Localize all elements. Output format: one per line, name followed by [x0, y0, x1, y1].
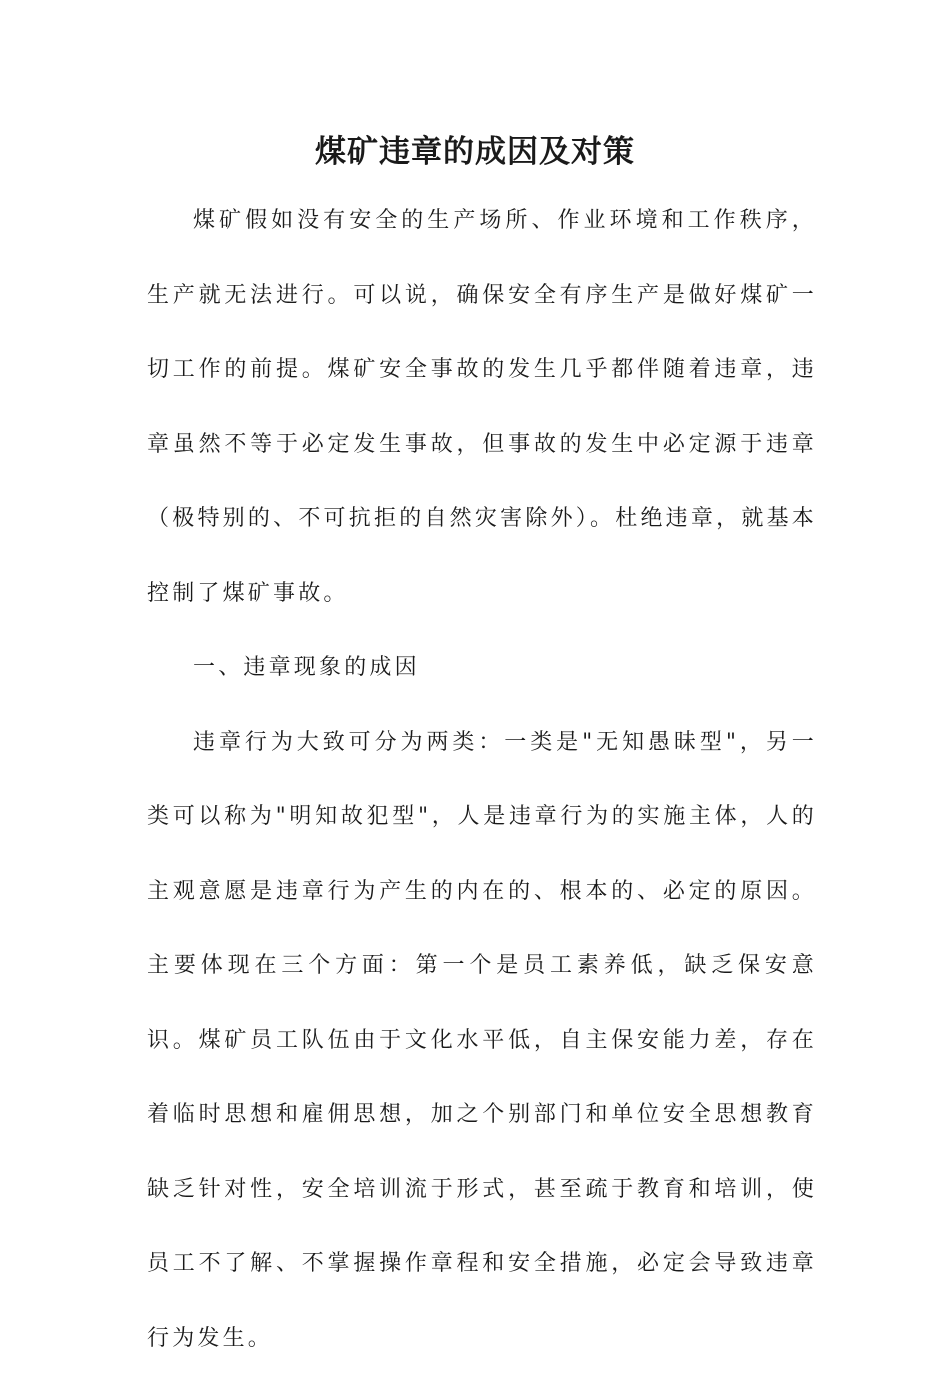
- paragraph-intro: 煤矿假如没有安全的生产场所、作业环境和工作秩序，生产就无法进行。可以说，确保安全有序生产是做好煤矿一切工作的前提。煤矿安全事故的发生几乎都伴随着违章，违章虽然不等于必定发生事故，但事故的发生中必定源于违章（极特别的、不可抗拒的自然灾害除外）。杜绝违章，就基本控制了煤矿事故。: [147, 184, 817, 631]
- document-body: [147, 184, 817, 1376]
- section-heading: 一、违章现象的成因: [147, 631, 817, 706]
- paragraph-causes: 违章行为大致可分为两类：一类是"无知愚昧型"，另一类可以称为"明知故犯型"，人是违章行为的实施主体，人的主观意愿是违章行为产生的内在的、根本的、必定的原因。主要体现在三个方面：第一个是员工素养低，缺乏保安意识。煤矿员工队伍由于文化水平低，自主保安能力差，存在着临时思想和雇佣思想，加之个别部门和单位安全思想教育缺乏针对性，安全培训流于形式，甚至疏于教育和培训，使员工不了解、不掌握操作章程和安全措施，必定会导致违章行为发生。: [147, 706, 817, 1376]
- document-title: 煤矿违章的成因及对策: [0, 128, 950, 176]
